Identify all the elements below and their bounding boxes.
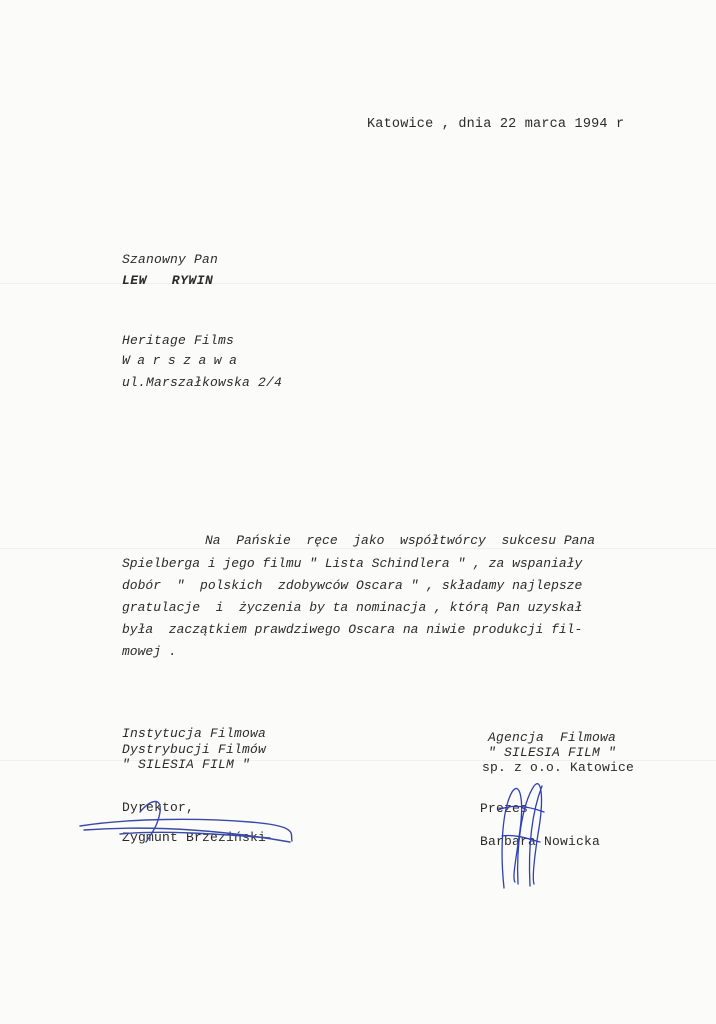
- body-line: dobór " polskich zdobywców Oscara " , składamy najlepsze: [122, 578, 583, 593]
- right-org-line2: " SILESIA FILM ": [488, 745, 617, 760]
- body-line: Spielberga i jego filmu " Lista Schindlera " , za wspaniały: [122, 556, 583, 571]
- right-signatory-title: Prezes: [480, 801, 529, 816]
- right-org-line1: Agencja Filmowa: [488, 730, 617, 745]
- address-company: Heritage Films: [122, 333, 235, 348]
- left-org-line2: Dystrybucji Filmów: [122, 742, 267, 757]
- left-signatory-name: Zygmunt Brzeziński: [122, 830, 267, 845]
- fold-line-top: [0, 283, 716, 284]
- fold-line-middle: [0, 548, 716, 549]
- recipient-salutation: Szanowny Pan: [122, 252, 219, 267]
- left-org-line1: Instytucja Filmowa: [122, 726, 267, 741]
- address-city: Warszawa: [122, 353, 245, 368]
- recipient-name: LEW RYWIN: [122, 273, 214, 288]
- left-org-line3: " SILESIA FILM ": [122, 757, 251, 772]
- body-line: gratulacje i życzenia by ta nominacja , którą Pan uzyskał: [122, 600, 583, 615]
- body-line: była zaczątkiem prawdziwego Oscara na niwie produkcji fil-: [122, 622, 583, 637]
- right-signatory-name: Barbara Nowicka: [480, 834, 601, 849]
- body-line: mowej .: [122, 644, 177, 659]
- address-street: ul.Marszałkowska 2/4: [122, 375, 283, 390]
- right-org-line3: sp. z o.o. Katowice: [482, 760, 635, 775]
- left-signatory-title: Dyrektor,: [122, 800, 195, 815]
- letter-date: Katowice , dnia 22 marca 1994 r: [367, 117, 625, 132]
- body-line: Na Pańskie ręce jako współtwórcy sukcesu Pana: [205, 533, 596, 548]
